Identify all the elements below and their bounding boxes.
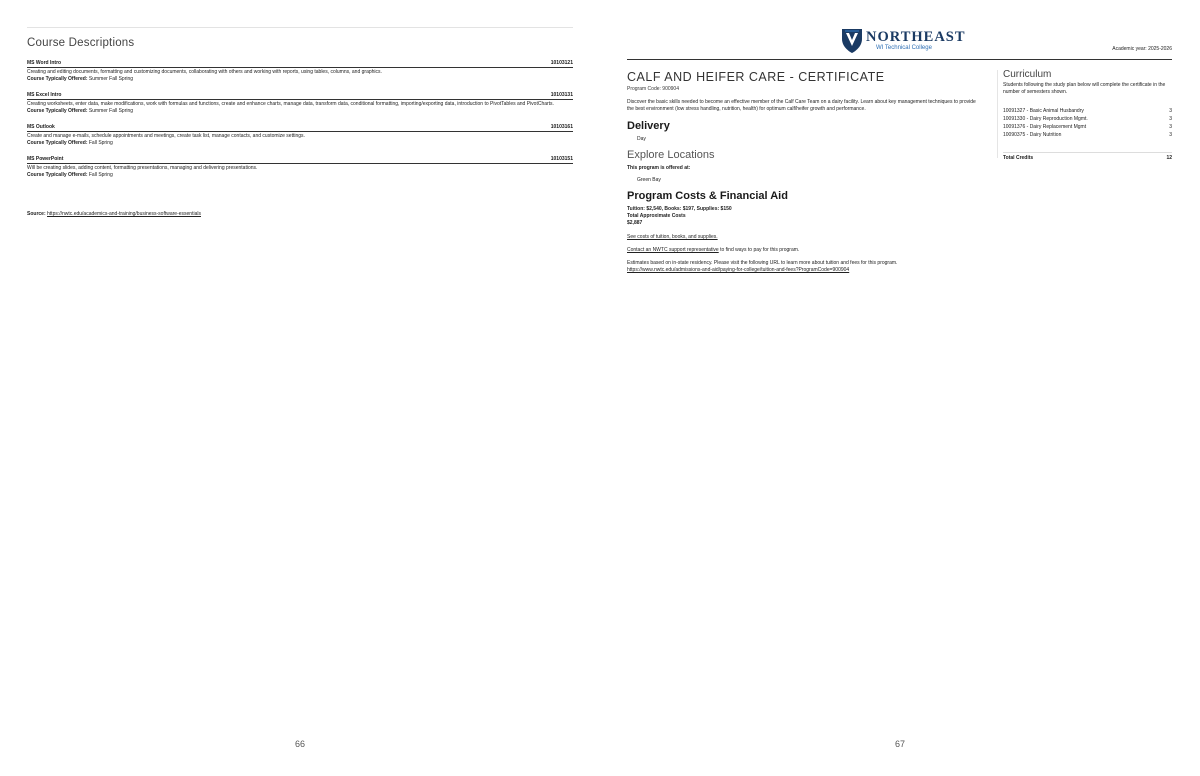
curriculum-row xyxy=(1003,131,1172,139)
curriculum-course: 10091327 - Basic Animal Husbandry xyxy=(1003,108,1084,114)
total-credits-label: Total Credits xyxy=(1003,155,1034,161)
curriculum-course: 10090375 - Dairy Nutrition xyxy=(1003,132,1062,138)
course-description: Creating worksheets, enter data, make modifications, work with formulas and functions, create and enhance charts, manage data, transform data, conditional formatting, importing/exporting data, introduction to PivotTables and PivotCharts. xyxy=(27,101,554,107)
costs-breakdown: Tuition: $2,540, Books: $197, Supplies: $150 xyxy=(627,206,732,212)
total-credits-value: 12 xyxy=(1166,155,1172,161)
source-link[interactable]: https://nwtc.edu/academics-and-training/business-software-essentials xyxy=(47,211,201,217)
location-item: Green Bay xyxy=(637,177,661,183)
course-description: Creating and editing documents, formatting and customizing documents, collaborating with others and working with reports, using tables, columns, and graphics. xyxy=(27,69,382,75)
course-offered xyxy=(27,76,573,83)
course-offered xyxy=(27,108,573,115)
academic-year: Academic year: 2025-2026 xyxy=(1112,46,1172,52)
course-header xyxy=(27,60,573,68)
course-name: MS Outlook xyxy=(27,124,55,130)
course-name: MS PowerPoint xyxy=(27,156,64,162)
contact-text: to find ways to pay for this program. xyxy=(718,247,800,253)
offered-terms: Summer Fall Spring xyxy=(88,108,134,114)
course-code: 10103131 xyxy=(550,92,573,98)
course-offered xyxy=(27,140,573,147)
course-header xyxy=(27,156,573,164)
curriculum-list xyxy=(1003,107,1172,162)
offered-at-label: This program is offered at: xyxy=(627,165,691,171)
contact-support-link[interactable]: Contact an NWTC support representative xyxy=(627,247,719,253)
course-item xyxy=(27,156,573,179)
course-description: Create and manage e-mails, schedule appointments and meetings, create task list, manage contacts, and customize settings. xyxy=(27,133,305,139)
offered-label: Course Typically Offered: xyxy=(27,172,88,178)
college-logo xyxy=(840,26,970,54)
page-number-right: 67 xyxy=(895,739,906,749)
estimate-note: Estimates based on in-state residency. Please visit the following URL to learn more about tuition and fees for this program. xyxy=(627,260,898,266)
header-divider xyxy=(627,59,1172,60)
delivery-value: Day xyxy=(637,136,646,142)
curriculum-note: Students following the study plan below will complete the certificate in the number of semesters shown. xyxy=(1003,82,1166,95)
curriculum-row xyxy=(1003,107,1172,115)
page-number-left: 66 xyxy=(295,739,306,749)
program-title: CALF AND HEIFER CARE - CERTIFICATE xyxy=(627,70,885,84)
logo-name: NORTHEAST xyxy=(866,29,966,45)
locations-heading: Explore Locations xyxy=(627,149,715,161)
course-item xyxy=(27,60,573,83)
course-list xyxy=(27,60,573,188)
curriculum-heading: Curriculum xyxy=(1003,69,1052,80)
course-name: MS Excel Intro xyxy=(27,92,62,98)
curriculum-course: 10091330 - Dairy Reproduction Mgmt. xyxy=(1003,116,1088,122)
course-name: MS Word Intro xyxy=(27,60,62,66)
total-costs-label: Total Approximate Costs xyxy=(627,213,686,219)
source-label: Source: xyxy=(27,211,46,217)
source-line xyxy=(27,211,201,217)
right-page xyxy=(600,0,1200,776)
course-item xyxy=(27,92,573,115)
column-divider xyxy=(997,70,998,158)
offered-label: Course Typically Offered: xyxy=(27,108,88,114)
course-code: 10103161 xyxy=(550,124,573,130)
curriculum-row xyxy=(1003,123,1172,131)
offered-terms: Summer Fall Spring xyxy=(88,76,134,82)
delivery-heading: Delivery xyxy=(627,120,670,132)
offered-label: Course Typically Offered: xyxy=(27,140,88,146)
curriculum-credits: 3 xyxy=(1169,132,1172,138)
course-header xyxy=(27,92,573,100)
offered-terms: Fall Spring xyxy=(88,172,113,178)
curriculum-total-row xyxy=(1003,152,1172,162)
course-code: 10103151 xyxy=(550,156,573,162)
offered-label: Course Typically Offered: xyxy=(27,76,88,82)
curriculum-credits: 3 xyxy=(1169,124,1172,130)
course-item xyxy=(27,124,573,147)
program-code: Program Code: 900904 xyxy=(627,86,679,92)
shield-logo-icon xyxy=(840,26,864,54)
offered-terms: Fall Spring xyxy=(88,140,113,146)
course-descriptions-title: Course Descriptions xyxy=(27,37,135,49)
curriculum-credits: 3 xyxy=(1169,116,1172,122)
tuition-fees-link[interactable]: https://www.nwtc.edu/admissions-and-aid/paying-for-college/tuition-and-fees?ProgramCode=900904 xyxy=(627,267,850,273)
see-costs-link[interactable]: See costs of tuition, books, and supplies. xyxy=(627,234,718,240)
costs-heading: Program Costs & Financial Aid xyxy=(627,190,788,202)
contact-line xyxy=(627,247,982,254)
course-header xyxy=(27,124,573,132)
curriculum-course: 10091376 - Dairy Replacement Mgmt xyxy=(1003,124,1087,130)
curriculum-panel xyxy=(1003,69,1172,162)
program-description: Discover the basic skills needed to become an effective member of the Calf Care Team on a dairy facility. Learn about key management techniques to provide the best environment (low stress handling, nutrition, health) for optimum calf/heifer growth and performance. xyxy=(627,99,976,112)
curriculum-credits: 3 xyxy=(1169,108,1172,114)
top-divider xyxy=(27,27,573,28)
course-code: 10103121 xyxy=(550,60,573,66)
total-costs-value: $2,887 xyxy=(627,220,643,226)
curriculum-row xyxy=(1003,115,1172,123)
logo-subtitle: WI Technical College xyxy=(876,45,932,51)
course-offered xyxy=(27,172,573,179)
program-main xyxy=(627,70,982,274)
course-description: Will be creating slides, adding content, formatting presentations, managing and delivering presentations. xyxy=(27,165,258,171)
